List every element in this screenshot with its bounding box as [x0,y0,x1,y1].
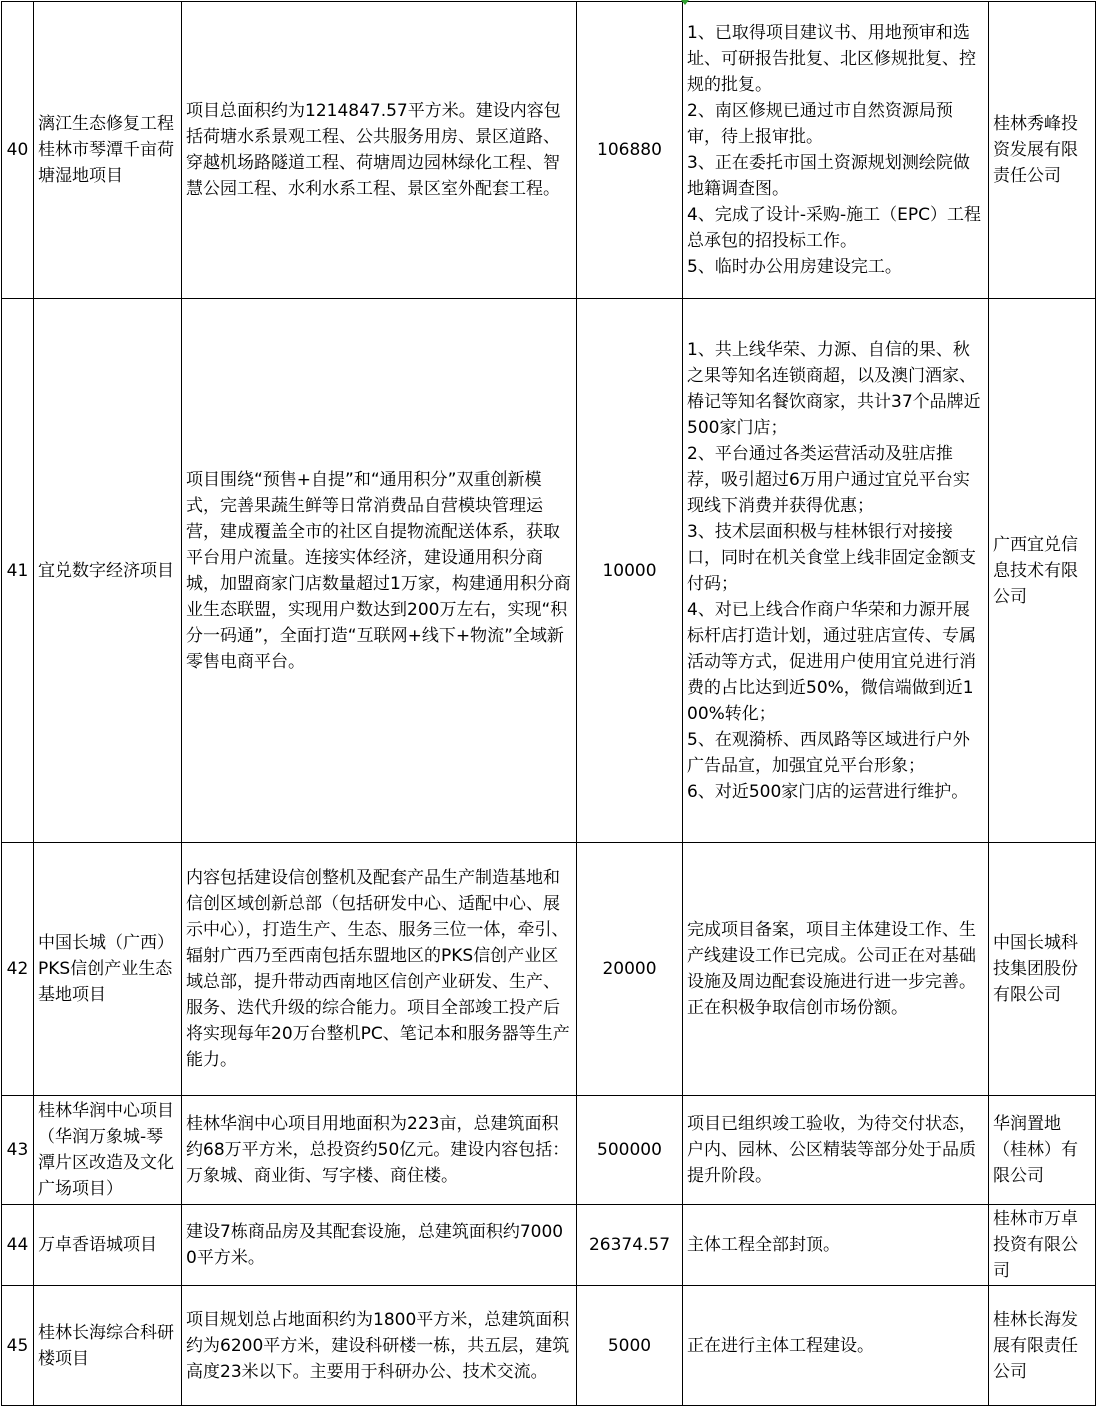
progress-item: 4、对已上线合作商户华荣和力源开展标杆店打造计划，通过驻店宣传、专属活动等方式，促进用户使用宜兑进行消费的占比达到近50%，微信端做到近100%转化； [687,599,976,724]
progress-cell [683,843,989,1096]
progress-item: 6、对近500家门店的运营进行维护。 [687,781,969,802]
owner-company: 桂林市万卓投资有限公司 [989,1205,1096,1286]
cell-marker-icon [681,0,689,5]
row-number: 44 [2,1205,34,1286]
progress-item: 完成项目备案，项目主体建设工作、生产线建设工作已完成。公司正在对基础设施及周边配套设施进行进一步完善。正在积极争取信创市场份额。 [687,920,976,1018]
owner-company: 桂林秀峰投资发展有限责任公司 [989,2,1096,299]
progress-item: 3、正在委托市国土资源规划测绘院做地籍调查图。 [687,153,970,199]
table-row [2,1205,1096,1286]
progress-item: 1、共上线华荣、力源、自信的果、秋之果等知名连锁商超，以及澳门酒家、椿记等知名餐饮商家，共计37个品牌近500家门店； [687,339,981,438]
progress-cell [683,1096,989,1205]
investment-amount: 500000 [577,1096,683,1205]
table-row [2,299,1096,843]
progress-cell [683,1205,989,1286]
project-name: 万卓香语城项目 [34,1205,182,1286]
project-content: 项目围绕“预售+自提”和“通用积分”双重创新模式，完善果蔬生鲜等日常消费品自营模块管理运营，建成覆盖全市的社区自提物流配送体系，获取平台用户流量。连接实体经济，建设通用积分商城，加盟商家门店数量超过1万家，构建通用积分商业生态联盟，实现用户数达到200万左右，实现“积分一码通”，全面打造“互联网+线下+物流”全域新零售电商平台。 [182,299,577,843]
investment-amount: 20000 [577,843,683,1096]
progress-cell [683,1286,989,1406]
progress-item: 主体工程全部封顶。 [687,1235,840,1255]
project-name: 桂林长海综合科研楼项目 [34,1286,182,1406]
project-content: 桂林华润中心项目用地面积为223亩，总建筑面积约68万平方米，总投资约50亿元。建设内容包括：万象城、商业街、写字楼、商住楼。 [182,1096,577,1205]
row-number: 45 [2,1286,34,1406]
owner-company: 华润置地（桂林）有限公司 [989,1096,1096,1205]
project-name: 桂林华润中心项目（华润万象城-琴潭片区改造及文化广场项目） [34,1096,182,1205]
row-number: 43 [2,1096,34,1205]
table-row [2,843,1096,1096]
progress-item: 5、在观漪桥、西凤路等区域进行户外广告品宣，加强宜兑平台形象； [687,729,970,776]
investment-amount: 10000 [577,299,683,843]
investment-amount: 5000 [577,1286,683,1406]
table-row [2,1286,1096,1406]
project-content: 项目总面积约为1214847.57平方米。建设内容包括荷塘水系景观工程、公共服务用房、景区道路、穿越机场路隧道工程、荷塘周边园林绿化工程、智慧公园工程、水利水系工程、景区室外配套工程。 [182,2,577,299]
progress-item: 项目已组织竣工验收，为待交付状态，户内、园林、公区精装等部分处于品质提升阶段。 [687,1114,976,1186]
progress-item: 2、平台通过各类运营活动及驻店推荐，吸引超过6万用户通过宜兑平台实现线下消费并获得优惠； [687,443,970,516]
progress-cell [683,299,989,843]
table-row [2,2,1096,299]
progress-item: 1、已取得项目建议书、用地预审和选址、可研报告批复、北区修规批复、控规的批复。 [687,23,976,95]
project-table [1,1,1096,1406]
progress-item: 2、南区修规已通过市自然资源局预审，待上报审批。 [687,101,953,147]
project-name: 宜兑数字经济项目 [34,299,182,843]
table-row [2,1096,1096,1205]
project-content: 项目规划总占地面积约为1800平方米，总建筑面积约为6200平方米，建设科研楼一栋，共五层，建筑高度23米以下。主要用于科研办公、技术交流。 [182,1286,577,1406]
progress-cell [683,2,989,299]
project-content: 内容包括建设信创整机及配套产品生产制造基地和信创区域创新总部（包括研发中心、适配中心、展示中心），打造生产、生态、服务三位一体，牵引、辐射广西乃至西南包括东盟地区的PKS信创产业区域总部，提升带动西南地区信创产业研发、生产、服务、迭代升级的综合能力。项目全部竣工投产后将实现每年20万台整机PC、笔记本和服务器等生产能力。 [182,843,577,1096]
project-name: 中国长城（广西）PKS信创产业生态基地项目 [34,843,182,1096]
progress-item: 3、技术层面积极与桂林银行对接接口，同时在机关食堂上线非固定金额支付码； [687,521,976,594]
investment-amount: 26374.57 [577,1205,683,1286]
progress-item: 正在进行主体工程建设。 [687,1335,874,1356]
row-number: 42 [2,843,34,1096]
project-name: 漓江生态修复工程桂林市琴潭千亩荷塘湿地项目 [34,2,182,299]
owner-company: 桂林长海发展有限责任公司 [989,1286,1096,1406]
owner-company: 广西宜兑信息技术有限公司 [989,299,1096,843]
progress-item: 4、完成了设计-采购-施工（EPC）工程总承包的招投标工作。 [687,205,981,251]
progress-item: 5、临时办公用房建设完工。 [687,257,902,277]
investment-amount: 106880 [577,2,683,299]
project-content: 建设7栋商品房及其配套设施，总建筑面积约70000平方米。 [182,1205,577,1286]
row-number: 40 [2,2,34,299]
owner-company: 中国长城科技集团股份有限公司 [989,843,1096,1096]
row-number: 41 [2,299,34,843]
